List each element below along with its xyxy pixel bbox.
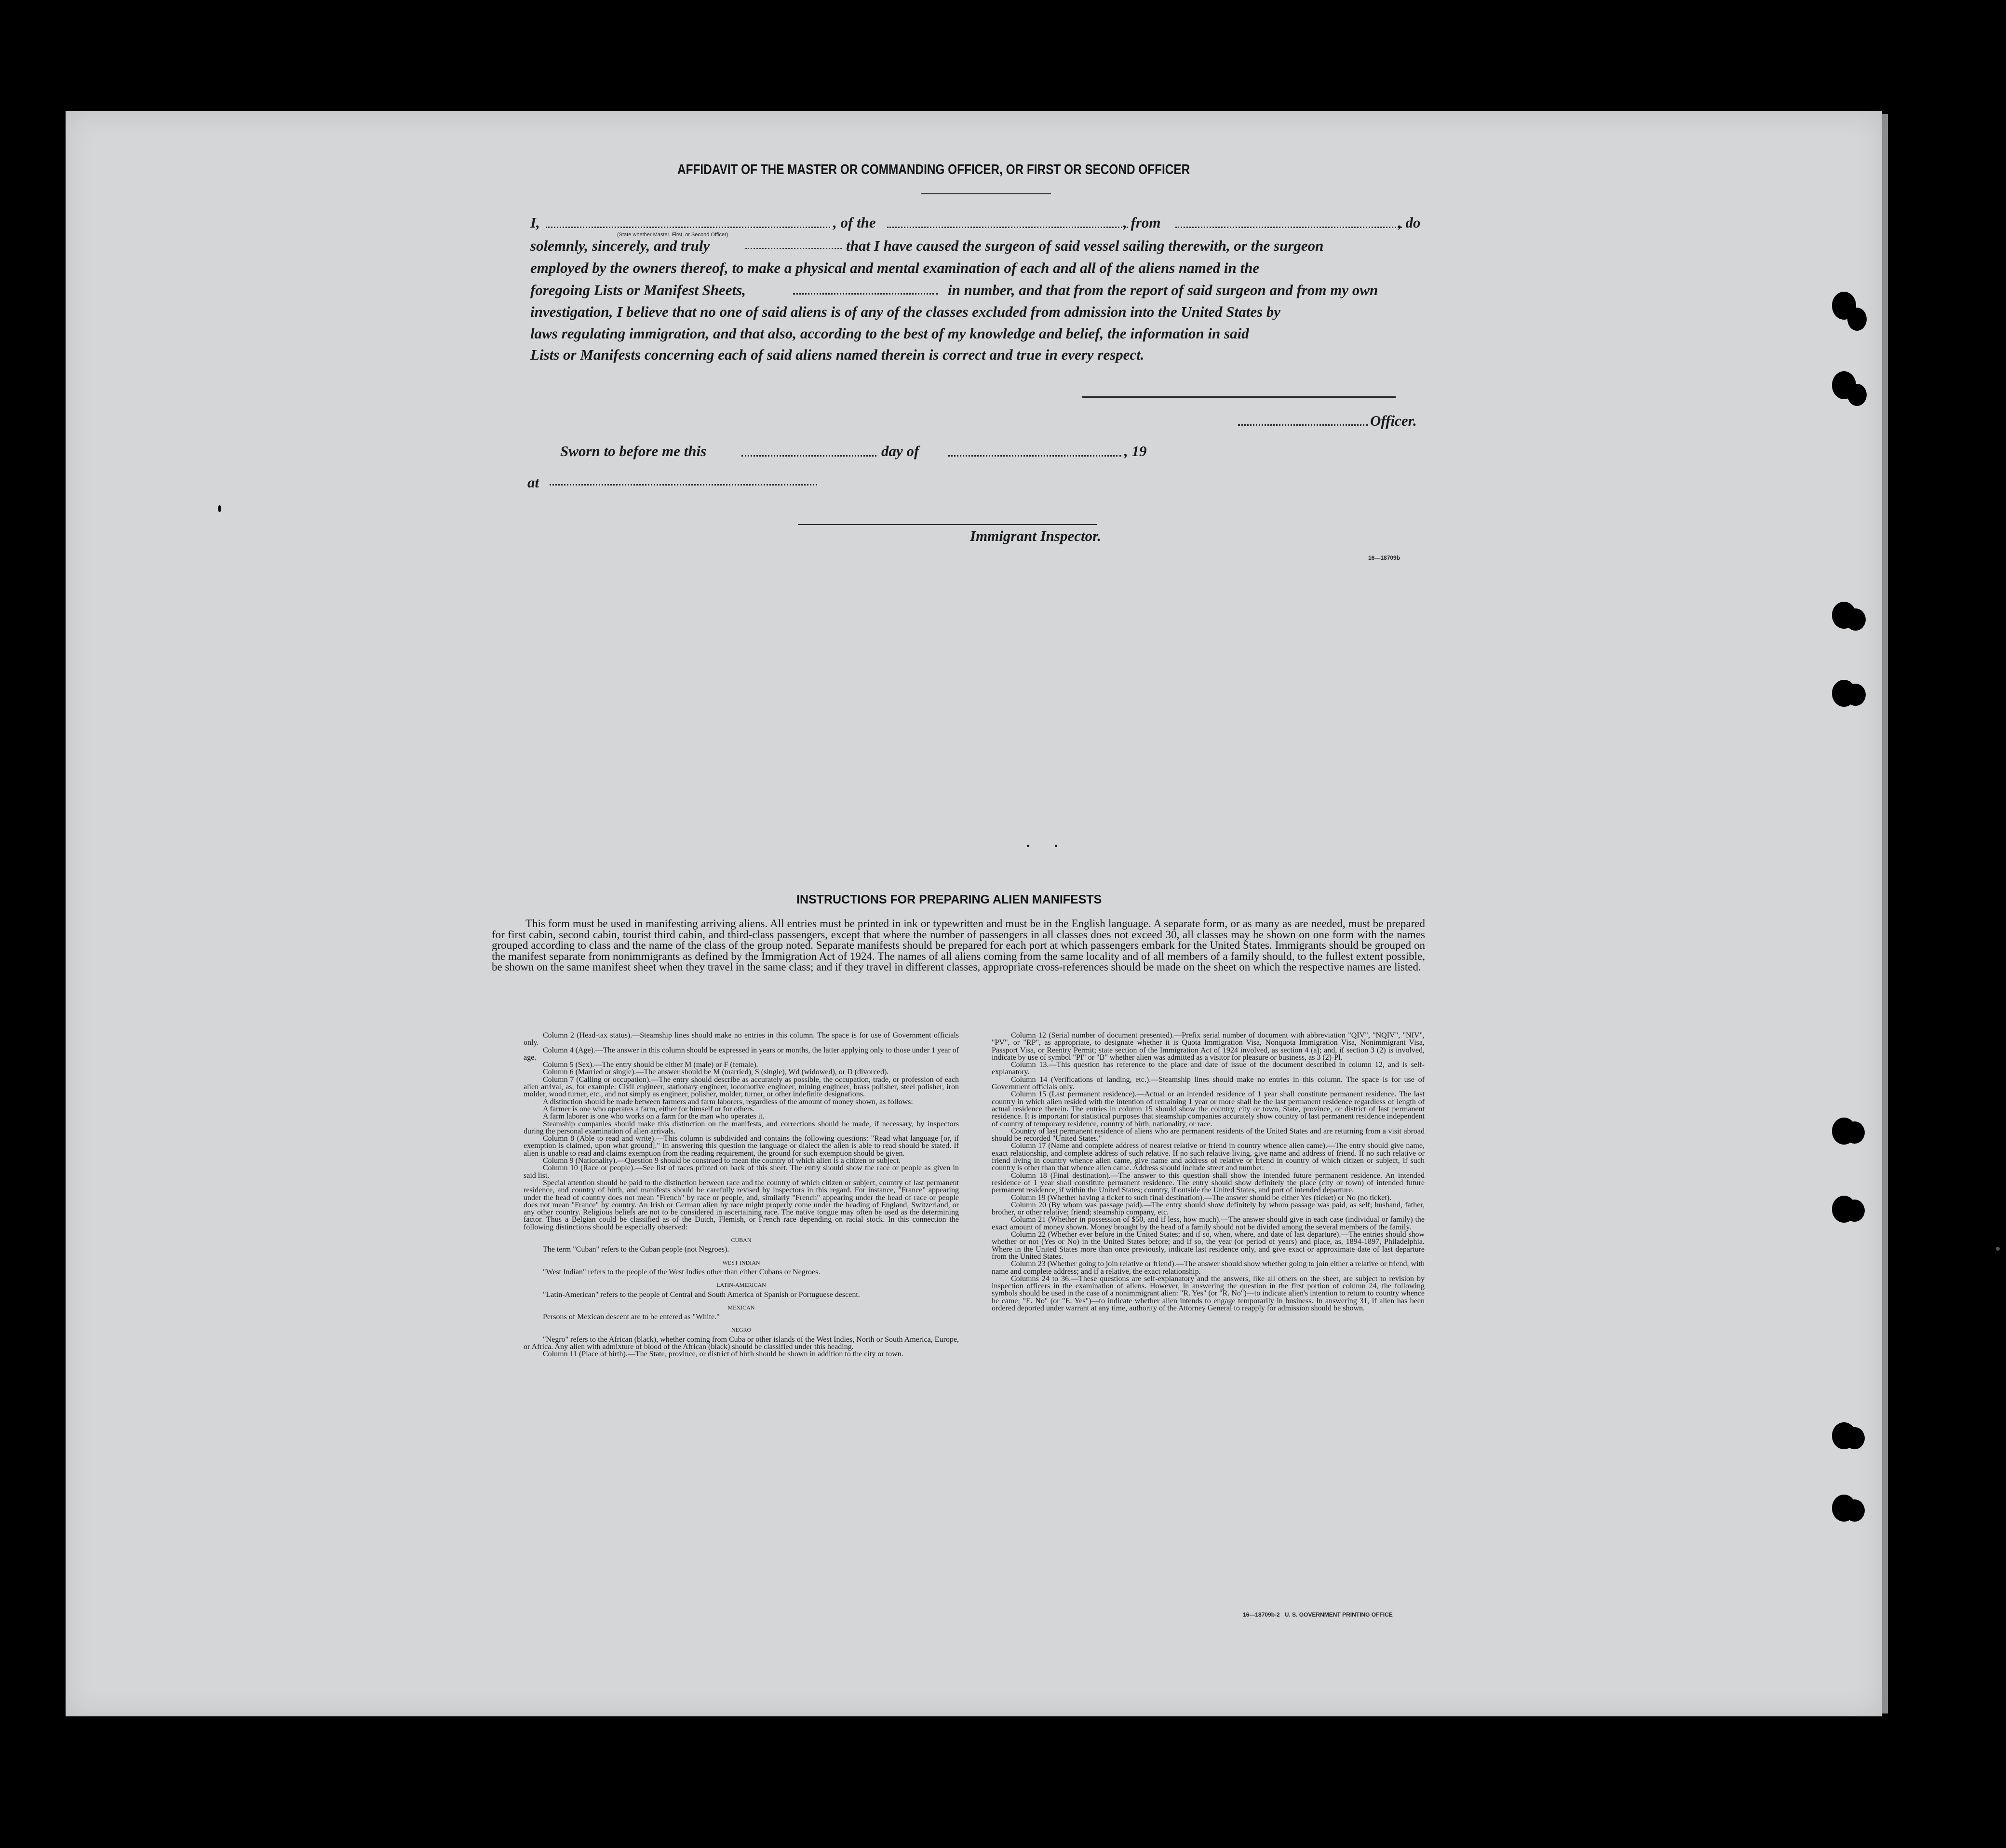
mexican-heading: MEXICAN [727, 1304, 755, 1311]
us-residence-note: Country of last permanent residence of aliens who are permanent residents of the United States and are returning from a visit abroad should be recorded "United States." [992, 1127, 1425, 1143]
sheet-edge [1882, 114, 1888, 1713]
col7-text: Column 7 (Calling or occupation).—The entry should describe as accurately as possible, the occupation, trade, or profession of each alien arrival, as, for example: Civil engineer, stationary engineer, locomotive engineer, mining engineer, brass polisher, steel polisher, iron molder, wood turner, etc., and not simply as engineer, polisher, molder, turner, or other indefinite designations. [524, 1075, 959, 1099]
west-indian-heading: WEST INDIAN [722, 1259, 760, 1266]
col4-text: Column 4 (Age).—The answer in this column should be expressed in years or months, the latter applying only to those under 1 year of age. [524, 1046, 959, 1062]
binder-hole [1844, 1121, 1865, 1144]
aff-do: , do [1398, 214, 1421, 231]
inspector-signature-line[interactable] [798, 524, 1097, 525]
latin-american-text: "Latin-American" refers to the people of Central and South America of Spanish or Portuguese descent. [543, 1290, 860, 1299]
instructions-left-column [524, 1032, 959, 1358]
year-text: , 19 [1124, 443, 1147, 459]
title-rule [921, 193, 1051, 194]
col20-text: Column 20 (By whom was passage paid).—The entry should show definitely by whom passage was paid, as self; husband, father, brother, or other relative; friend; steamship company, etc. [992, 1201, 1425, 1217]
aff-of-the: , of the [833, 214, 876, 231]
inspector-label: Immigrant Inspector. [970, 527, 1102, 544]
binder-hole [1847, 384, 1867, 406]
farmer-def: A farmer is one who operates a farm, either for himself or for others. [543, 1105, 755, 1113]
farmer-text: A distinction should be made between farmers and farm laborers, regardless of the amount of money shown, as follows: [543, 1097, 913, 1106]
officer-rank-line[interactable] [1238, 424, 1368, 426]
aff-line5: investigation, I believe that no one of said aliens is of any of the classes excluded from admission into the United States by [530, 303, 1281, 320]
binder-hole [1845, 684, 1866, 706]
steamship-note: Steamship companies should make this distinction on the manifests, and corrections should be made, if necessary, by inspectors during the personal examination of alien arrivals. [524, 1120, 959, 1135]
col17-text: Column 17 (Name and complete address of nearest relative or friend in country whence alien came).—The entry should give name, exact relationship, and complete address of such relative. If no such relative living, give name and address of friend. If no such relative or friend living in country whence alien came, give name and address of relative or friend in country of which citizen or subject, if such country is other than that whence alien came. Address should include street and number. [992, 1142, 1425, 1173]
col5-text: Column 5 (Sex).—The entry should be either M (male) or F (female). [543, 1061, 758, 1069]
aff-line4b: in number, and that from the report of said surgeon and from my own [948, 282, 1378, 298]
aff-line3: employed by the owners thereof, to make a physical and mental examination of each and all of the aliens named in the [530, 259, 1260, 276]
west-indian-text: "West Indian" refers to the people of the West Indies other than either Cubans or Negroes. [543, 1268, 821, 1276]
aff-line7: Lists or Manifests concerning each of said aliens named therein is correct and true in every respect. [530, 346, 1144, 363]
sworn-place-field[interactable] [550, 484, 817, 486]
col2-text: Column 2 (Head-tax status).—Steamship lines should make no entries in this column. The space is for use of Government officials only. [524, 1031, 959, 1047]
cuban-heading: CUBAN [731, 1237, 752, 1244]
col23-text: Column 23 (Whether going to join relative or friend).—The answer should show whether going to join either a relative or friend, with name and complete address; and if a relative, the exact relationship. [992, 1260, 1425, 1276]
aff-from: , from [1123, 214, 1161, 231]
officer-label: Officer. [1370, 412, 1417, 429]
col12-text: Column 12 (Serial number of document presented).—Prefix serial number of document with abbreviation "QIV", "NQIV", "NIV", "PV", or "RP", as appropriate, to designate whether it is Quota Immigration Visa, Nonquota Immigration Visa, Nonimmigrant Visa, Passport Visa, or Reentry Permit; state section of the Immigration Act of 1924 involved, as section 4 (a); and, if section 3 (2) is involved, indicate by use of symbol "PI" or "B" whether alien was admitted as a visitor for pleasure or business, as 3 (2)-Pl. [992, 1031, 1425, 1062]
binder-hole [1847, 308, 1867, 331]
negro-heading: NEGRO [731, 1326, 752, 1334]
negro-text: "Negro" refers to the African (black), whether coming from Cuba or other islands of the West Indies, North or South America, Europe, or Africa. Any alien with admixture of blood of the African (black) should be classified under this heading. [524, 1335, 959, 1351]
col11-text: Column 11 (Place of birth).—The State, province, or district of birth should be shown in addition to the city or town. [543, 1350, 903, 1359]
officer-signature-line[interactable] [1082, 396, 1396, 398]
sworn-text: Sworn to before me this [560, 443, 707, 459]
col22-text: Column 22 (Whether ever before in the United States; and if so, when, where, and date of last departure).—The entries should show whether or not (Yes or No) in the United States before; and if so, the year (or period of years) and place, as, 1894-1897, Philadelphia. Where in the United States more than once previously, indicate last residence only, and give exact or approximate date of last departure from the United States. [992, 1230, 1425, 1261]
sheet-count-field[interactable] [793, 293, 938, 295]
aff-line4a: foregoing Lists or Manifest Sheets, [530, 282, 746, 298]
day-of-text: day of [881, 443, 919, 459]
col10-text: Column 10 (Race or people).—See list of races printed on back of this sheet. The entry should show the race or people as given in said list. [524, 1164, 959, 1180]
col6-text: Column 6 (Married or single).—The answer should be M (married), S (single), Wd (widowed), or D (divorced). [543, 1068, 889, 1077]
binder-hole [1845, 608, 1866, 631]
rank-field[interactable] [745, 248, 842, 249]
intro-paragraph: This form must be used in manifesting arriving aliens. All entries must be printed in ink or typewritten and must be in the English language. A separate form, or as many as are needed, must be prepared for first cabin, second cabin, tourist third cabin, and third-class passengers, except that where the number of passengers in all classes does not exceed 30, all classes may be shown on one form with the names grouped according to class and the name of the class of the group noted. Separate manifests should be prepared for each port at which passengers embark for the United States. Immigrants should be grouped on the manifest separate from nonimmigrants as defined by the Immigration Act of 1924. The names of all aliens coming from the same locality and of all members of a family should, to the fullest extent possible, be shown on the same manifest sheet when they travel in the same class; and if they travel in different classes, appropriate cross-references should be made on the sheet on which the respective names are listed. [492, 917, 1425, 973]
stray-mark [218, 505, 221, 512]
col15-text: Column 15 (Last permanent residence).—Actual or an intended residence of 1 year shall constitute permanent residence. The last country in which alien resided with the intention of remaining 1 year or more shall be the last permanent residence regardless of length of actual residence therein. The entries in column 15 should show the country, city or town, State, province, or district of last permanent residence. It is important for statistical purposes that steamship companies accurately show country of last permanent residence independent of country of temporary residence, country of birth, nationality, or race. [992, 1090, 1425, 1128]
aff-i: I, [530, 214, 540, 231]
officer-name-field[interactable] [546, 227, 830, 228]
instructions-intro [492, 918, 1425, 973]
departure-port-field[interactable] [1175, 227, 1402, 228]
col13-text: Column 13.—This question has reference to the place and date of issue of the document described in column 12, and is self-explanatory. [992, 1061, 1425, 1077]
binder-hole [1844, 1499, 1865, 1522]
stray-mark [1996, 1247, 2000, 1251]
form-number: 16—18709b [1368, 554, 1400, 561]
stray-mark [1027, 845, 1029, 847]
aff-line6: laws regulating immigration, and that also, according to the best of my knowledge and belief, the information in said [530, 325, 1249, 342]
instructions-title: INSTRUCTIONS FOR PREPARING ALIEN MANIFESTS [796, 893, 1102, 906]
col9-text: Column 9 (Nationality).—Question 9 should be construed to mean the country of which alien is a citizen or subject. [543, 1157, 901, 1165]
aff-line2b: that I have caused the surgeon of said vessel sailing therewith, or the surgeon [846, 237, 1324, 254]
farm-laborer-def: A farm laborer is one who works on a farm for the man who operates it. [543, 1112, 765, 1121]
vessel-name-field[interactable] [887, 227, 1128, 228]
printing-office-footer: 16—18709b-2 U. S. GOVERNMENT PRINTING OFFICE [1243, 1611, 1393, 1618]
stray-mark [1055, 845, 1057, 847]
binder-hole [1844, 1200, 1865, 1222]
sworn-month-field[interactable] [948, 455, 1121, 457]
mexican-text: Persons of Mexican descent are to be entered as "White." [543, 1313, 720, 1322]
at-text: at [527, 474, 539, 491]
instructions-right-column [992, 1032, 1425, 1312]
binder-hole [1844, 1427, 1865, 1449]
col19-text: Column 19 (Whether having a ticket to such final destination).—The answer should be either Yes (ticket) or No (no ticket). [1011, 1193, 1392, 1202]
col21-text: Column 21 (Whether in possession of $50, and if less, how much).—The answer should give in each case (individual or family) the exact amount of money shown. Money brought by the head of a family should not be divided among the several members of the family. [992, 1215, 1425, 1231]
latin-american-heading: LATIN-AMERICAN [716, 1281, 766, 1289]
col18-text: Column 18 (Final destination).—The answer to this question shall show the intended future permanent residence. An intended residence of 1 year shall constitute permanent residence. The entry should show definitely the place (city or town) of intended future permanent residence, if within the United States; country, if outside the United States, and port of intended departure. [992, 1171, 1425, 1195]
race-note: Special attention should be paid to the distinction between race and the country of which citizen or subject, country of last permanent residence, and country of birth, and manifests should be carefully revised by inspectors in this regard. For instance, "France" appearing under the head of country does not mean "French" by race or people, and, similarly "French" appearing under the head of race or people does not mean "France" by country. An Irish or German alien by race might properly come under the heading of England, Switzerland, or any other country. Religious beliefs are not to be considered in ascertaining race. The native tongue may often be used as the determining factor. Thus a Belgian could be classified as of the Dutch, Flemish, or French race depending on racial stock. In this connection the following distinctions should be especially observed: [524, 1178, 959, 1231]
col24-36-text: Columns 24 to 36.—These questions are self-explanatory and the answers, like all others on the sheet, are subject to revision by inspection officers in the examination of aliens. However, in answering the question in the first portion of column 24, the following symbols should be used in the case of a nonimmigrant alien: "R. Yes" (or "R. No")—to indicate alien's intention to return to country whence he came; "E. No" (or "E. Yes")—to indicate whether alien intends to engage temporarily in business. In answering 31, if alien has been ordered deported under warrant at any time, authority of the Attorney General to reapply for admission should be shown. [992, 1274, 1425, 1312]
affidavit-title: AFFIDAVIT OF THE MASTER OR COMMANDING OFFICER, OR FIRST OR SECOND OFFICER [677, 162, 1190, 177]
sworn-day-field[interactable] [741, 455, 876, 457]
col8-text: Column 8 (Able to read and write).—This column is subdivided and contains the following questions: "Read what language [or, if exemption is claimed, upon what ground]." In answering this question the language or dialect the alien is able to read should be stated. If alien is unable to read and claims exemption from the reading requirement, the ground for such exemption should be given. [524, 1134, 959, 1158]
cuban-text: The term "Cuban" refers to the Cuban people (not Negroes). [543, 1245, 729, 1254]
aff-line2a: solemnly, sincerely, and truly [530, 237, 710, 254]
col14-text: Column 14 (Verifications of landing, etc.).—Steamship lines should make no entries in this column. The space is for use of Government officials only. [992, 1075, 1425, 1092]
officer-rank-note: (State whether Master, First, or Second Officer) [617, 232, 728, 238]
